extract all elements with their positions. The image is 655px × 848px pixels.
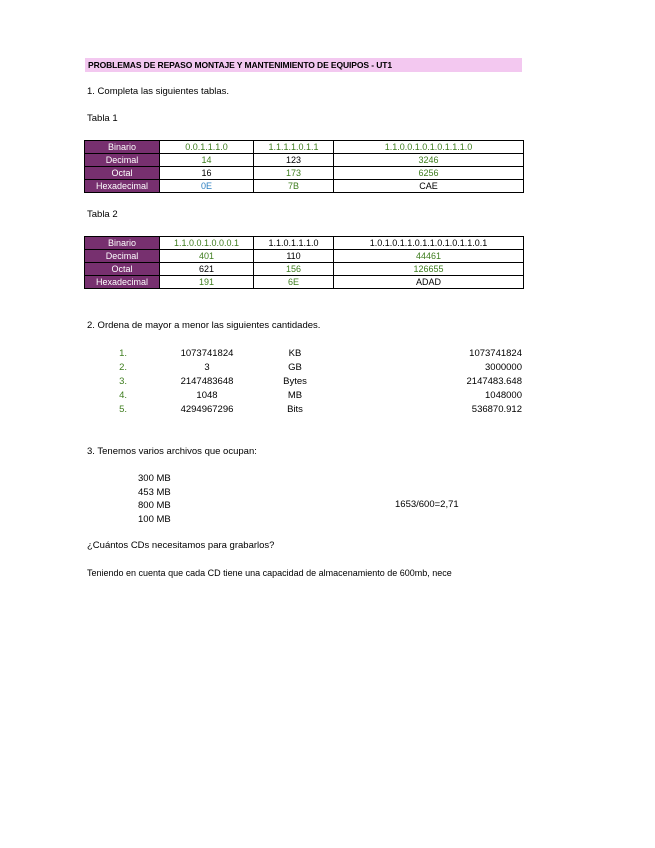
- table-cell: 44461: [334, 250, 524, 263]
- table-cell: ADAD: [334, 276, 524, 289]
- table-cell: 156: [254, 263, 334, 276]
- table-cell: 1.1.0.0.1.0.0.0.1: [160, 237, 254, 250]
- row-header: Decimal: [85, 250, 160, 263]
- row-header: Hexadecimal: [85, 276, 160, 289]
- tabla-1-label: Tabla 1: [87, 113, 118, 124]
- question-3: 3. Tenemos varios archivos que ocupan:: [87, 446, 257, 457]
- rank-result: 2147483.648: [466, 376, 522, 387]
- table-cell: 1.0.1.0.1.1.0.1.1.0.1.0.1.1.0.1: [334, 237, 524, 250]
- rank-number: 5.: [119, 404, 127, 415]
- table-cell: 1.1.1.1.0.1.1: [254, 141, 334, 154]
- rank-unit: Bits: [287, 404, 303, 415]
- table-cell: 6E: [254, 276, 334, 289]
- table-cell: 3246: [334, 154, 524, 167]
- rank-value: 1073741824: [180, 348, 234, 359]
- table-row: [85, 250, 524, 263]
- table-row: [85, 167, 524, 180]
- rank-unit: GB: [288, 362, 302, 373]
- file-size: 800 MB: [138, 500, 171, 511]
- question-2: 2. Ordena de mayor a menor las siguientes cantidades.: [87, 320, 321, 331]
- table-cell: 126655: [334, 263, 524, 276]
- table-cell: 0E: [160, 180, 254, 193]
- file-size: 100 MB: [138, 513, 171, 525]
- rank-result: 3000000: [485, 362, 522, 373]
- table-cell: 110: [254, 250, 334, 263]
- table-cell: 14: [160, 154, 254, 167]
- file-size: 453 MB: [138, 486, 171, 498]
- file-size: 300 MB: [138, 473, 171, 484]
- rank-result: 1073741824: [469, 348, 522, 359]
- table-row: [85, 180, 524, 193]
- table-row: [85, 154, 524, 167]
- row-header: Decimal: [85, 154, 160, 167]
- rank-result: 1048000: [485, 390, 522, 401]
- table-row: [85, 276, 524, 289]
- table-cell: 16: [160, 167, 254, 180]
- page-title: PROBLEMAS DE REPASO MONTAJE Y MANTENIMIENTO DE EQUIPOS - UT1: [85, 58, 522, 72]
- table-cell: 7B: [254, 180, 334, 193]
- row-header: Octal: [85, 167, 160, 180]
- question-1: 1. Completa las siguientes tablas.: [87, 86, 230, 97]
- rank-value: 2147483648: [180, 376, 234, 387]
- row-header: Hexadecimal: [85, 180, 160, 193]
- table-cell: 191: [160, 276, 254, 289]
- ranking-list: [87, 347, 523, 419]
- table-cell: 1.1.0.0.1.0.1.0.1.1.1.0: [334, 141, 524, 154]
- rank-number: 3.: [119, 376, 127, 387]
- rank-number: 1.: [119, 348, 127, 359]
- conversion-table-2: [84, 236, 524, 289]
- cd-answer: Teniendo en cuenta que cada CD tiene una capacidad de almacenamiento de 600mb, nece: [87, 568, 452, 578]
- rank-value: 4294967296: [180, 404, 234, 415]
- conversion-table-1: [84, 140, 524, 193]
- cd-calculation: 1653/600=2,71: [395, 499, 459, 510]
- rank-number: 4.: [119, 390, 127, 401]
- row-header: Binario: [85, 237, 160, 250]
- table-cell: 6256: [334, 167, 524, 180]
- rank-number: 2.: [119, 362, 127, 373]
- rank-value: 1048: [196, 390, 218, 401]
- table-cell: CAE: [334, 180, 524, 193]
- row-header: Binario: [85, 141, 160, 154]
- cd-question: ¿Cuántos CDs necesitamos para grabarlos?: [87, 540, 275, 551]
- table-cell: 0.0.1.1.1.0: [160, 141, 254, 154]
- rank-unit: MB: [287, 390, 303, 401]
- table-cell: 123: [254, 154, 334, 167]
- rank-value: 3: [204, 362, 210, 373]
- table-row: [85, 141, 524, 154]
- table-row: [85, 263, 524, 276]
- tabla-2-label: Tabla 2: [87, 209, 118, 220]
- table-cell: 401: [160, 250, 254, 263]
- rank-unit: KB: [288, 348, 302, 359]
- table-row: [85, 237, 524, 250]
- row-header: Octal: [85, 263, 160, 276]
- rank-unit: Bytes: [283, 376, 307, 387]
- table-cell: 173: [254, 167, 334, 180]
- table-cell: 621: [160, 263, 254, 276]
- file-list: [138, 472, 171, 526]
- table-cell: 1.1.0.1.1.1.0: [254, 237, 334, 250]
- rank-result: 536870.912: [471, 404, 522, 415]
